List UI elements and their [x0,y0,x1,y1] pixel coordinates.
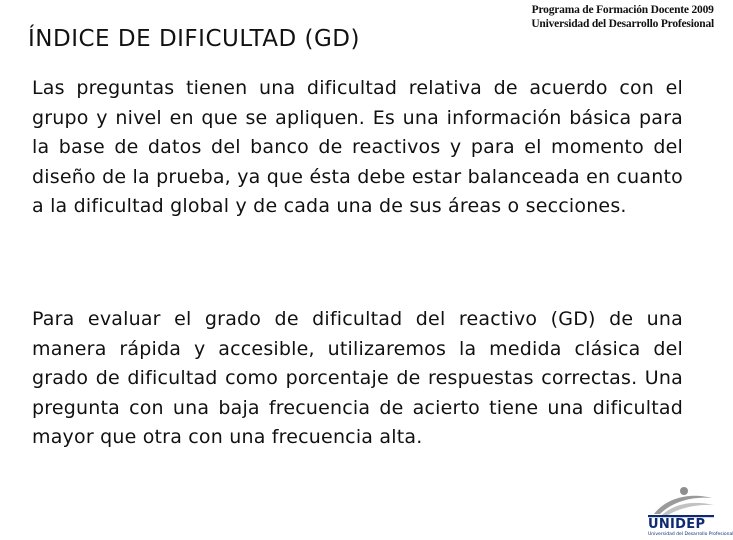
slide-title: ÍNDICE DE DIFICULTAD (GD) [28,26,360,52]
program-line-2: Universidad del Desarrollo Profesional [531,18,714,30]
paragraph-1: Las preguntas tienen una dificultad relativa de acuerdo con el grupo y nivel en que se apliquen. Es una información básica para la base de datos del banco de reactivos y para el momento del diseño de la prueba, ya que ésta debe estar balanceada en cuanto a la dificultad global y de cada una de sus áreas o secciones. [32,77,683,218]
logo-subtitle: Universidad del Desarrollo Profesional [648,532,733,537]
paragraph-2: Para evaluar el grado de dificultad del reactivo (GD) de una manera rápida y accesible, utilizaremos la medida clásica del grado de dificultad como porcentaje de respuestas correctas. Una pregunta con una baja frecuencia de acierto tiene una dificultad mayor que otra con una frecuencia alta. [32,308,683,449]
program-header [531,3,714,31]
unidep-logo [640,484,733,540]
logo-swoosh-icon [640,484,720,518]
logo-name: UNIDEP [648,517,706,532]
program-line-1: Programa de Formación Docente 2009 [531,4,714,16]
